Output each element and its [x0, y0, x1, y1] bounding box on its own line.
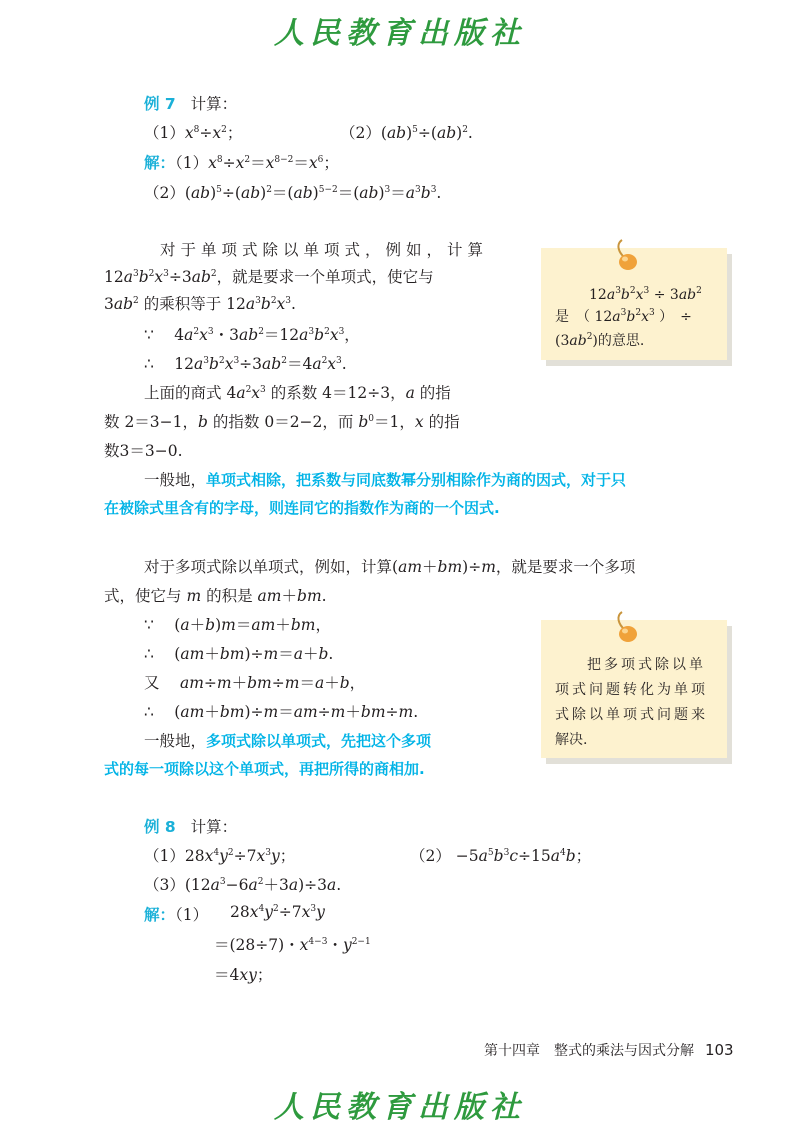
example8-problem3: $(3)(12a^3-6a^2+3a)\div 3a$. [144, 876, 342, 894]
mono-line3: $3ab^2$ 的乘积等于 $12a^3b^2x^3$. [104, 295, 296, 313]
poly-also: 又 am÷m＋bm÷m＝a＋b， [144, 674, 366, 692]
poly-therefore1: ∴ (am＋bm)÷m＝a＋b. [144, 645, 334, 663]
example7-problem2: （2）(ab)$^5$÷(ab)$^2$. [340, 124, 473, 142]
example7-solution1: 解：$(1)x^8\div x^2=x^{8-2}=x^6$； [144, 154, 339, 172]
poly-rule-highlight: 多项式除以单项式，先把这个多项 [206, 732, 432, 750]
mono-rule-line1: 一般地，单项式相除，把系数与同底数幂分别相除作为商的因式，对于只 [144, 471, 627, 489]
mono-line1: 对于单项式除以单项式，例如，计算 [160, 241, 489, 259]
solution-label: 解： [144, 154, 176, 172]
chapter-title: 第十四章 整式的乘法与因式分解 [484, 1043, 694, 1059]
mono-therefore: ∴ $12a^3b^2x^3\div 3ab^2=4a^2x^3$. [144, 355, 347, 373]
example8-sol1-step3: ＝4xy； [214, 966, 273, 984]
poly-because: ∵ (a＋b)m＝am＋bm， [144, 616, 331, 634]
poly-therefore2: ∴ (am＋bm)÷m＝am÷m＋bm÷m. [144, 703, 419, 721]
mono-line8: 数3＝3−0. [104, 442, 183, 460]
poly-line1: 对于多项式除以单项式，例如，计算(am＋bm)÷m，就是要求一个多项 [144, 558, 636, 576]
pushpin-icon [612, 608, 642, 648]
note1-line1: $12a^3b^2x^3 \div 3ab^2$ [589, 286, 702, 303]
mono-line7: 数 2＝3−1，b 的指数 0＝2−2，而 $b^0=1$，x 的指 [104, 413, 460, 431]
mono-line2: $12a^3b^2x^3\div 3ab^2$，就是要求一个单项式，使它与 [104, 268, 434, 286]
mono-rule-line2: 在被除式里含有的字母，则连同它的指数作为商的一个因式. [104, 499, 500, 517]
publisher-logo: 人民教育出版社 [274, 1090, 526, 1125]
note1-line3: $(3ab^2)$的意思. [555, 332, 645, 349]
page-footer [484, 1040, 734, 1060]
page-number: 103 [704, 1041, 734, 1059]
example7-solution2: $(2)(ab)^5\div(ab)^2=(ab)^{5-2}=(ab)^3=a^3b^3$. [144, 184, 442, 202]
note2-line4: 解决. [555, 732, 588, 748]
mono-line6: 上面的商式 $4a^2x^3$ 的系数 4＝12÷3，a 的指 [144, 384, 451, 402]
example8-sol1-step2: ＝(28÷7)・$x^{4-3}$・$y^{2-1}$ [214, 936, 371, 954]
example7-heading [144, 92, 237, 114]
example7-label: 例 7 [144, 95, 176, 113]
example8-title: 计算： [190, 818, 238, 836]
example7-problem1: $(1)x^8\div x^2$； [144, 124, 243, 142]
note2-line2: 项式问题转化为单项 [555, 682, 708, 698]
example8-solution1: 解：（1） [144, 906, 209, 924]
example8-problem2: $(2) -5a^5b^3c\div 15a^4b$； [410, 847, 592, 865]
pushpin-icon [612, 236, 642, 276]
mono-rule-highlight: 单项式相除，把系数与同底数幂分别相除作为商的因式，对于只 [206, 471, 627, 489]
note2-line3: 式除以单项式问题来 [555, 707, 708, 723]
poly-rule-line2: 式的每一项除以这个单项式，再把所得的商相加. [104, 760, 425, 778]
poly-line2: 式，使它与 m 的积是 am＋bm. [104, 587, 327, 605]
note2-line1: 把多项式除以单 [587, 657, 706, 673]
example8-sol1-step1: $28x^4y^2\div 7x^3y$ [230, 903, 325, 921]
example7-title: 计算： [190, 95, 238, 113]
example8-heading [144, 815, 237, 837]
poly-rule-line1: 一般地，多项式除以单项式，先把这个多项 [144, 732, 432, 750]
example8-problem1: $(1)28x^4y^2\div 7x^3y$； [144, 847, 296, 865]
publisher-logo: 人民教育出版社 [274, 16, 526, 51]
example8-label: 例 8 [144, 818, 176, 836]
solution-label: 解： [144, 906, 176, 924]
note1-line2: 是 （ $12a^3b^2x^3$ ） ÷ [555, 308, 692, 325]
mono-because: ∵ $4a^2x^3$・$3ab^2=12a^3b^2x^3$， [144, 326, 360, 344]
